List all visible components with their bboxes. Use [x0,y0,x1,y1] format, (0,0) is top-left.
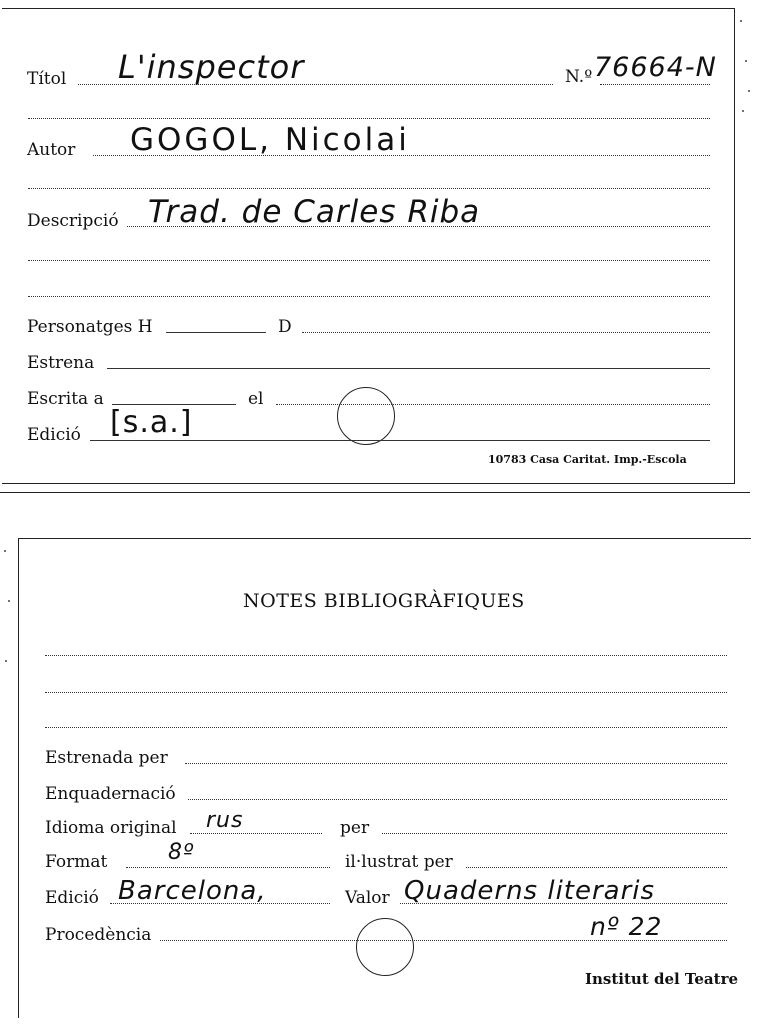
blank-line [28,188,710,189]
estrena-label: Estrena [27,353,95,373]
scan-speck [4,550,6,552]
edicio-line [90,440,710,441]
scan-speck [5,660,7,662]
personatges-h-line [166,332,266,333]
punch-hole-circle [337,387,395,445]
descripcio-label: Descripció [27,211,119,231]
blank-line [28,260,710,261]
blank-line [28,296,710,297]
edicio-value: [s.a.] [110,405,193,440]
procedencia-label: Procedència [45,925,152,945]
procedencia-value: nº 22 [590,912,663,941]
enquadernacio-label: Enquadernació [45,784,176,804]
valor-label: Valor [345,888,390,908]
institut-imprint: Institut del Teatre [585,970,739,988]
blank-line [45,727,727,728]
escrita-el-label: el [248,389,264,409]
valor-value: Quaderns literaris [404,876,656,906]
illustrat-label: il·lustrat per [345,852,453,872]
idioma-value: rus [206,808,244,833]
autor-label: Autor [27,140,76,160]
format-line [126,867,330,868]
blank-line [45,692,727,693]
scan-speck [745,60,747,62]
idioma-line [190,833,322,834]
numero-label: N.º [565,67,593,87]
blank-line [45,655,727,656]
personatges-d-line [302,332,710,333]
edicio-back-label: Edició [45,888,99,908]
estrenada-line [185,763,727,764]
estrenada-label: Estrenada per [45,748,168,768]
idioma-per-label: per [340,818,370,838]
autor-value: GOGOL, Nicolai [130,122,410,158]
edicio-back-value: Barcelona, [118,876,267,906]
format-label: Format [45,852,108,872]
escrita-label: Escrita a [27,389,104,409]
punch-hole-circle [356,918,414,976]
scan-speck [748,90,750,92]
idioma-label: Idioma original [45,818,177,838]
titol-label: Títol [27,69,67,89]
format-value: 8º [168,840,195,865]
estrena-line [107,368,710,369]
notes-heading: NOTES BIBLIOGRÀFIQUES [243,590,525,612]
card-divider-line [0,492,750,493]
enquadernacio-line [188,799,727,800]
edicio-label: Edició [27,425,81,445]
personatges-d-label: D [278,317,292,337]
titol-value: L'inspector [118,48,305,86]
personatges-label: Personatges H [27,317,153,337]
blank-line [28,118,710,119]
printer-imprint: 10783 Casa Caritat. Imp.-Escola [488,453,687,466]
numero-value: 76664-N [594,52,717,83]
descripcio-value: Trad. de Carles Riba [148,194,481,230]
illustrat-line [466,867,727,868]
scan-speck [742,110,744,112]
idioma-per-line [382,833,727,834]
scan-speck [740,20,742,22]
numero-line [600,84,710,85]
scan-speck [8,600,10,602]
